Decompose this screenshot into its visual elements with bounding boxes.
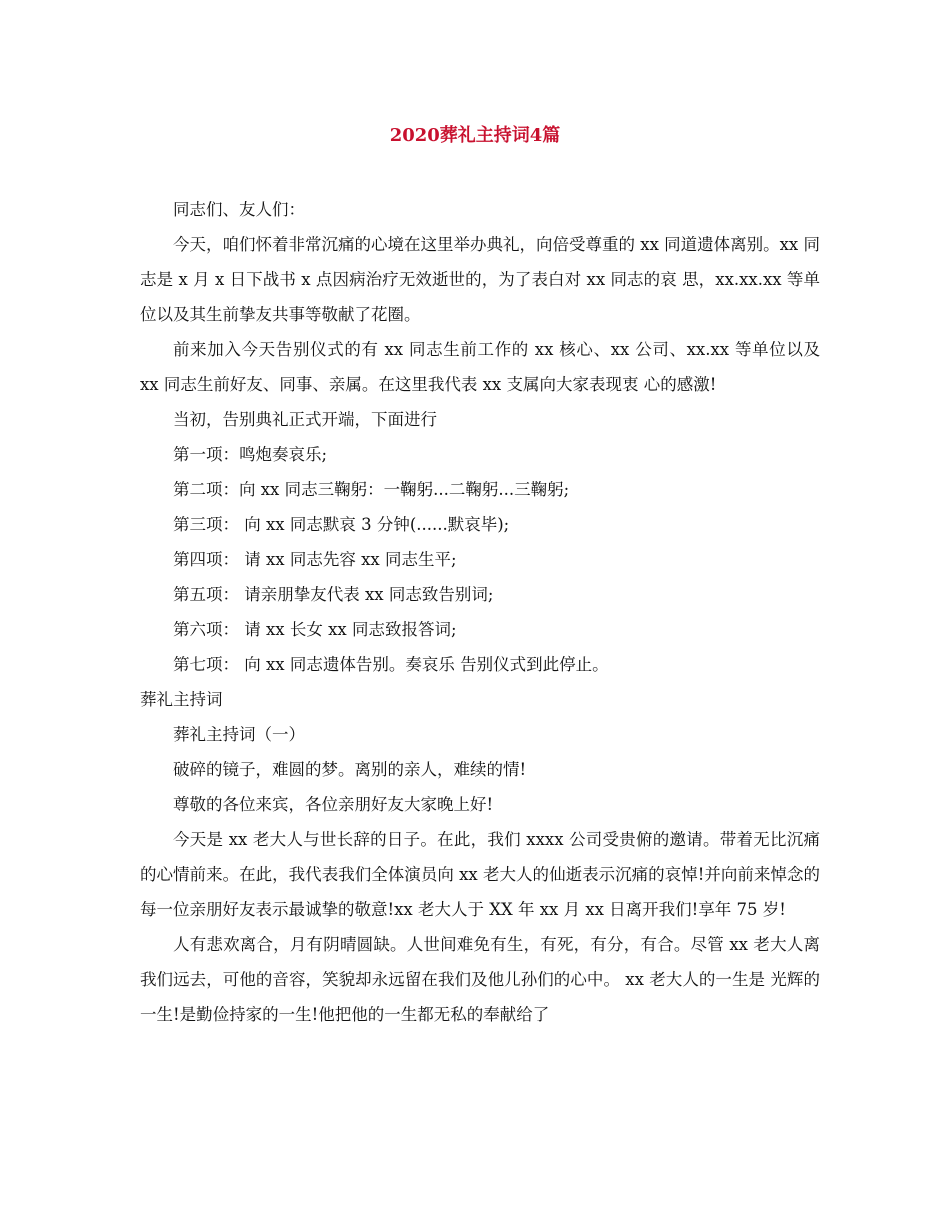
section-heading: 葬礼主持词 (140, 690, 223, 709)
paragraph-poem: 破碎的镜子，难圆的梦。离别的亲人，难续的情! (173, 760, 527, 779)
paragraph-eulogy-1: 今天是 xx 老大人与世长辞的日子。在此，我们 xxxx 公司受贵俯的邀请。带着无比沉痛的心情前来。在此，我代表我们全体演员向 xx 老大人的仙逝表示沉痛的哀悼!并向前来悼念的每一位亲朋好友表示最诚挚的敬意!xx 老大人于 XX 年 xx 月 xx 日离开我们!享年 75 岁! (140, 830, 820, 919)
agenda-item-5: 第五项： 请亲朋挚友代表 xx 同志致告别词; (173, 585, 494, 604)
paragraph-greeting: 同志们、友人们： (173, 200, 305, 219)
agenda-item-4: 第四项： 请 xx 同志先容 xx 同志生平; (173, 550, 457, 569)
agenda-item-1: 第一项：鸣炮奏哀乐; (173, 445, 328, 464)
paragraph-ceremony-start: 当初，告别典礼正式开端，下面进行 (173, 410, 437, 429)
paragraph-attendees: 前来加入今天告别仪式的有 xx 同志生前工作的 xx 核心、xx 公司、xx.xx 等单位以及 xx 同志生前好友、同事、亲属。在这里我代表 xx 支属向大家表现衷 心的感激! (140, 340, 820, 394)
document-body (140, 192, 820, 1032)
subsection-heading: 葬礼主持词（一） (173, 725, 305, 744)
document-title: 2020葬礼主持词4篇 (389, 125, 561, 146)
paragraph-opening: 今天，咱们怀着非常沉痛的心境在这里举办典礼，向倍受尊重的 xx 同道遗体离别。xx 同志是 x 月 x 日下战书 x 点因病治疗无效逝世的，为了表白对 xx 同志的哀 思，xx.xx.xx 等单位以及其生前挚友共事等敬献了花圈。 (140, 235, 820, 324)
paragraph-salutation: 尊敬的各位来宾，各位亲朋好友大家晚上好! (173, 795, 494, 814)
agenda-item-3: 第三项： 向 xx 同志默哀 3 分钟(......默哀毕); (173, 515, 510, 534)
agenda-item-2: 第二项：向 xx 同志三鞠躬：一鞠躬...二鞠躬...三鞠躬; (173, 480, 570, 499)
agenda-item-6: 第六项： 请 xx 长女 xx 同志致报答词; (173, 620, 457, 639)
paragraph-eulogy-2: 人有悲欢离合，月有阴晴圆缺。人世间难免有生，有死，有分，有合。尽管 xx 老大人离我们远去，可他的音容，笑貌却永远留在我们及他儿孙们的心中。 xx 老大人的一生是 光辉的一生!是勤俭持家的一生!他把他的一生都无私的奉献给了 (140, 935, 820, 1024)
agenda-item-7: 第七项： 向 xx 同志遗体告别。奏哀乐 告别仪式到此停止。 (173, 655, 609, 674)
